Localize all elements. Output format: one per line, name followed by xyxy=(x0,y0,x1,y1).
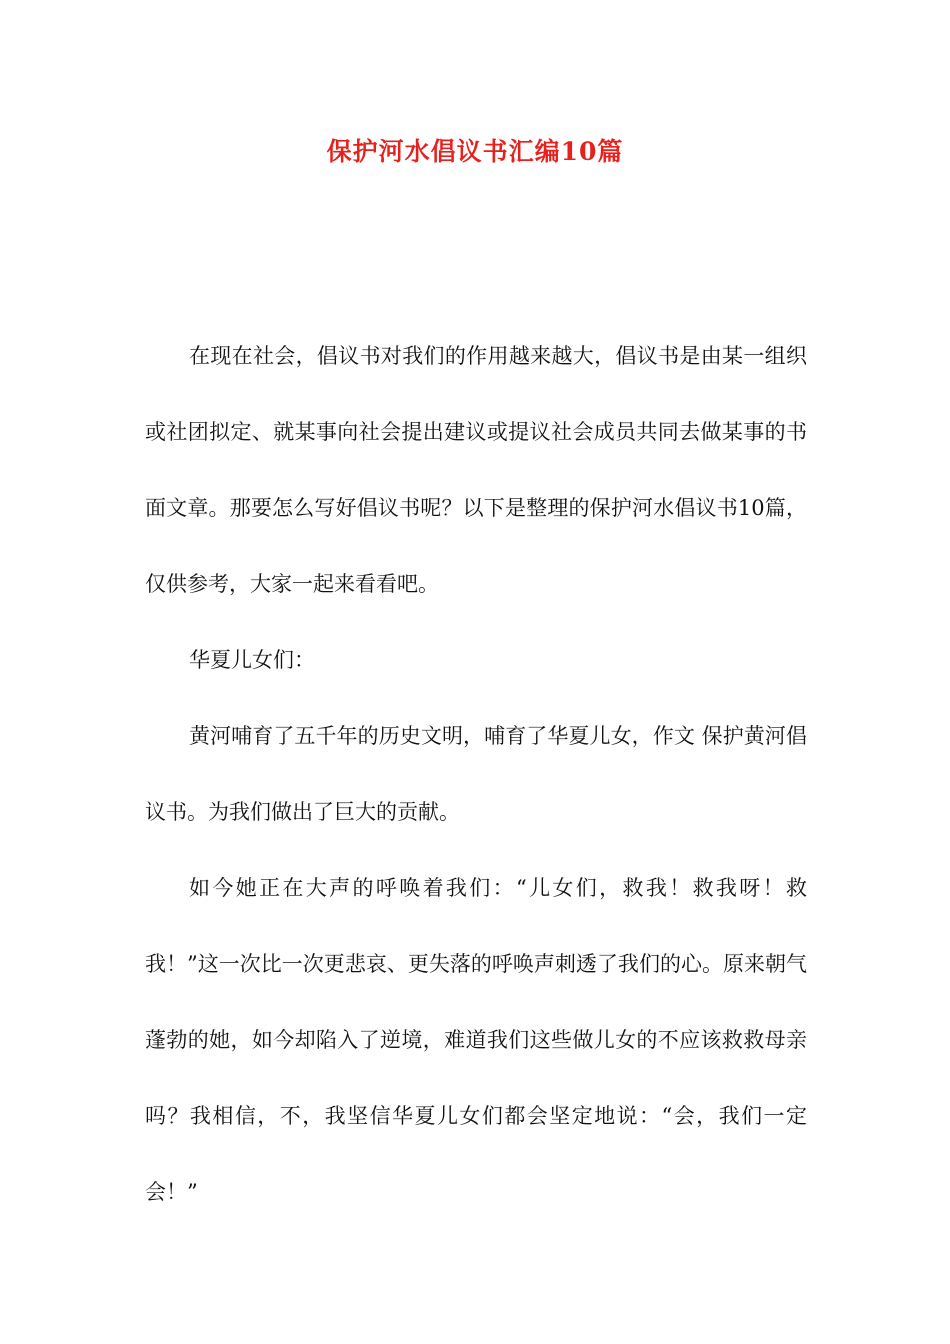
paragraph-salutation: 华夏儿女们： xyxy=(189,648,315,672)
paragraph-intro: 在现在社会，倡议书对我们的作用越来越大，倡议书是由某一组织或社团拟定、就某事向社会提出建议或提议社会成员共同去做某事的书面文章。那要怎么写好倡议书呢？以下是整理的保护河水倡议书10篇，仅供参考，大家一起来看看吧。 xyxy=(145,344,807,596)
document-body xyxy=(145,318,807,1230)
document-title: 保护河水倡议书汇编10篇 xyxy=(326,137,624,166)
paragraph-yellow-river: 黄河哺育了五千年的历史文明，哺育了华夏儿女，作文 保护黄河倡议书。为我们做出了巨大的贡献。 xyxy=(145,724,807,824)
paragraph-call: 如今她正在大声的呼唤着我们：“儿女们，救我！救我呀！救我！”这一次比一次更悲哀、更失落的呼唤声刺透了我们的心。原来朝气蓬勃的她，如今却陷入了逆境，难道我们这些做儿女的不应该救救母亲吗？我相信，不，我坚信华夏儿女们都会坚定地说：“会，我们一定会！” xyxy=(145,876,807,1204)
